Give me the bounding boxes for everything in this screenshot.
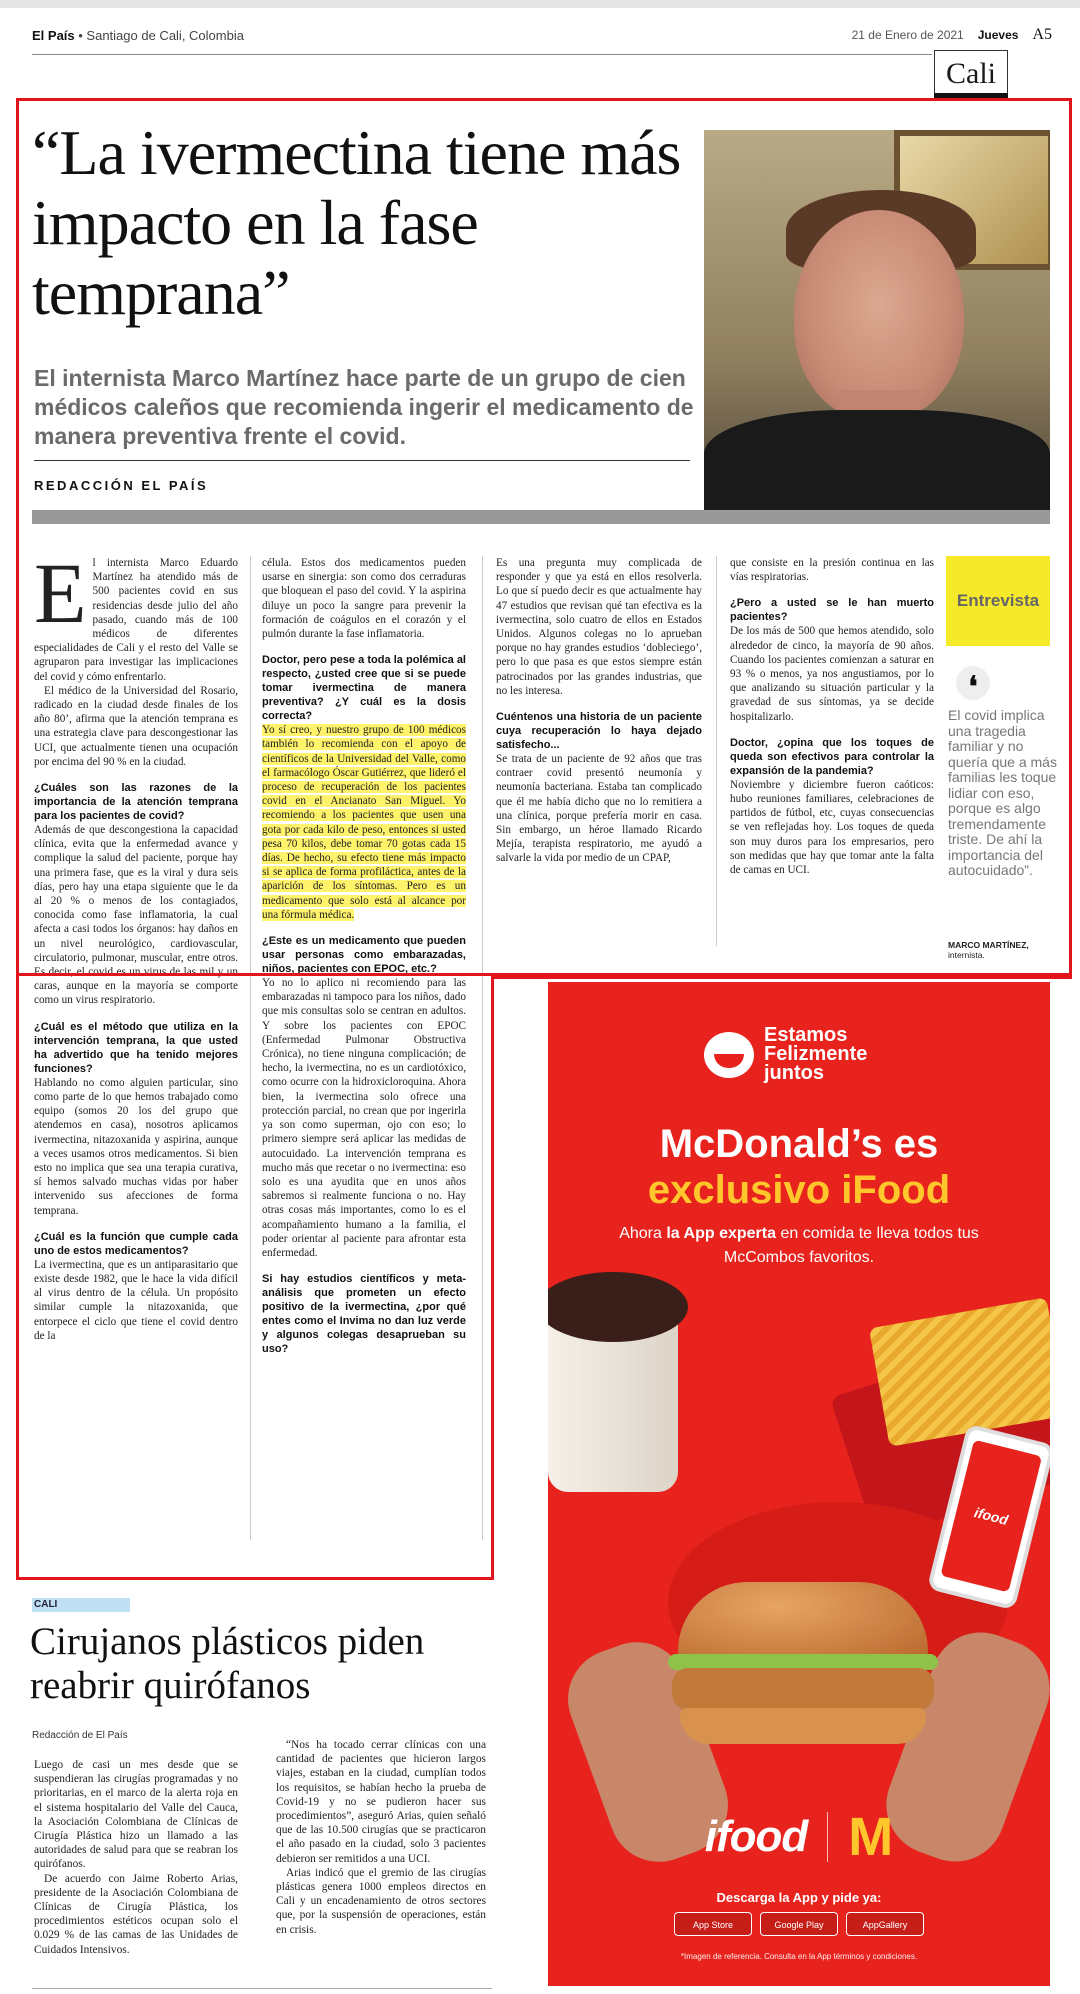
quote-mark-icon: ❛ xyxy=(956,666,990,700)
brief-column-1 xyxy=(34,1758,238,1957)
pull-quote: El covid implica una tragedia familiar y no quería que a más familias les toque lidiar con eso, porque es algo tremendamente triste. De ahí la importancia del autocuidado”. xyxy=(948,707,1057,878)
ad-title-line-1: McDonald’s es xyxy=(659,1122,939,1166)
brief-column-2 xyxy=(276,1738,486,1937)
brief-para-3: “Nos ha tocado cerrar clínicas con una cantidad de pacientes que hicieron largos viajes, estaban en la ciudad, cumplían todos los requisitos, se habían hecho la prueba de Covid-19 y no se pudieron hacer sus procedimientos”, aseguró Arias, quien señaló que de las 10.500 cirugías que se practicaron el año pasado en la ciudad, solo 3 pacientes debieron ser remitidos a una UCI. xyxy=(276,1739,486,1865)
question-4: Doctor, pero pese a toda la polémica al respecto, ¿usted cree que si se puede tomar ivermectina de manera preventiva? ¿Y cuál es la dosis correcta? xyxy=(262,654,466,723)
mcdonalds-ifood-ad[interactable] xyxy=(548,982,1050,1986)
pull-quote-name: MARCO MARTÍNEZ, xyxy=(948,940,1029,950)
masthead-left: El País • Santiago de Cali, Colombia xyxy=(32,28,244,43)
tagline-line-3: juntos xyxy=(764,1062,824,1084)
app-store-badge[interactable]: App Store xyxy=(674,1912,752,1936)
brief-para-2: De acuerdo con Jaime Roberto Arias, presidente de la Asociación Colombiana de Clínicas de Cirugía Plástica, los procedimientos estéticos ocupan solo el 0.029 % de las camas de las Unidades de Cuidados Intensivos. xyxy=(34,1872,238,1956)
col3-para-1: Es una pregunta muy complicada de responder y que ya está en ellos resolverla. Lo que sí puedo decir es que actualmente hay 47 estudios que revisan qué tan efectiva es la ivermectina, solo cuatro de ellos en Estados Unidos. Algunos colegas no lo aprueban porque no hay grandes estudios ‘dobleciego’, pero lo que pasa es que estos siempre están patrocinados por las grandes industrias, que no les interesa. xyxy=(496,557,702,697)
col1-para-1: l internista Marco Eduardo Martínez ha atendido más de 500 pacientes covid en sus residencias desde julio del año pasado, cuando más de 100 médicos de diferentes especialidades de Cali y el resto del Valle se agruparon para investigar las implicaciones del covid y cómo enfrentarlo. xyxy=(34,557,238,683)
answer-7: Se trata de un paciente de 92 años que tras contraer covid presentó neumonía y neumonía bacteriana. Estaba tan complicado que él me había dicho que no lo remitiera a una clínica, porque prefería morir en casa. Sin embargo, un héroe llamado Ricardo Mejía, terapista respiratorio, me ayudó a salvarle la vida por medio de un CPAP, xyxy=(496,753,702,865)
ad-sub-pre: Ahora xyxy=(619,1225,667,1242)
brief-para-4: Arias indicó que el gremio de las cirugías plásticas genera 1000 empleos directos en Cali y un encadenamiento de otros sectores que, por la suspensión de operaciones, están en crisis. xyxy=(276,1866,486,1936)
answer-5: Yo no lo aplico ni recomiendo para las embarazadas ni tampoco para los niños, dado que mis consultas solo se centran en adultos. Y sobre los pacientes con EPOC (Enfermedad Pulmonar Obstructiva Crónica), no tiene ninguna complicación; de hecho, la ivermectina, no es un cardiotóxico, como ocurre con la hidroxicloroquina. Ahora bien, la ivermectina solo ofrece una protección parcial, no crean que por ingerirla ya son como superman, ojo con eso; lo primero siempre será aplicar las medidas de autocuidado. La intervención temprana es mucho más que recetar o no ivermectina: eso solo es una ayudita que en unos años sabremos si realmente funciona o no. Hay otras cosas más importantes, como lo es el acompañamiento humano a la familia, el poder orientar al paciente para afrontar esta enfermedad. xyxy=(262,977,466,1259)
top-bar xyxy=(0,0,1080,8)
highlight-frame-seam xyxy=(492,976,1072,979)
burger-image xyxy=(658,1582,948,1752)
highlighted-answer: Yo sí creo, y nuestro grupo de 100 médicos también lo recomienda con el apoyo de científicos de la Universidad del Valle, como el farmacólogo Óscar Gutiérrez, que lideró el proceso de recuperación de los pacientes covid en el Ancianato San Miguel. Yo recomiendo a los pacientes que usen una gota por cada kilo de peso, entonces si usted pesa 70 kilos, debe tomar 70 gotas cada 15 días. De hecho, su efecto tiene más impacto si se aplica de forma profiláctica, antes de la aparición de los síntomas. Pero es un medicamento que solo está al alcance por una fórmula médica. xyxy=(262,724,466,921)
col2-para-1: célula. Estos dos medicamentos pueden usarse en sinergia: son como dos cerraduras que bloquean el paso del covid. Y la aspirina diluye un poco la sangre para prevenir la formación de coágulos en el corazón y el pulmón durante la fase inflamatoria. xyxy=(262,557,466,641)
col4-para-1: que consiste en la presión continua en las vías respiratorias. xyxy=(730,557,934,584)
bun-top xyxy=(678,1582,928,1662)
article-deck: El internista Marco Martínez hace parte de un grupo de cien médicos caleños que recomienda ingerir el medicamento de manera preventiva frente el covid. xyxy=(34,365,694,449)
smile-logo-icon xyxy=(704,1032,754,1078)
patty xyxy=(672,1668,934,1710)
question-9: Doctor, ¿opina que los toques de queda son efectivos para controlar la expansión de la pandemia? xyxy=(730,736,934,777)
question-3: ¿Cuál es la función que cumple cada uno de estos medicamentos? xyxy=(34,1230,238,1257)
answer-3: La ivermectina, que es un antiparasitario que existe desde 1982, que le hace la vida difícil al virus dentro de la célula. Un propósito similar cumple la nitazoxanida, que entorpece el ciclo que tiene el covid dentro de la xyxy=(34,1258,238,1342)
answer-9: Noviembre y diciembre fueron caóticos: hubo reuniones familiares, celebraciones de partidos de fútbol, etc, cuyas consecuencias se ven reflejadas hoy. Los toques de queda son muy duros para los empresarios, pero son medidas que hay que tomar ante la falta de camas en UCI. xyxy=(730,778,934,877)
answer-2: Hablando no como alguien particular, sino como parte de lo que hemos trabajado como equipo (somos 20 los del grupo que atendemos en casa), nosotros aplicamos ivermectina, nitazoxanida y aspirina, aunque a veces usamos otros medicamentos. Si bien esto no implica que sea una terapia curativa, sí hemos salvado muchas vidas por haber intervenido sus afecciones de forma temprana. xyxy=(34,1076,238,1217)
question-5: ¿Este es un medicamento que pueden usar personas como embarazadas, niños, pacientes con EPOC, etc.? xyxy=(262,935,466,976)
question-2: ¿Cuál es el método que utiliza en la intervención temprana, la que usted ha advertido que ha tenido mejores funciones? xyxy=(34,1020,238,1075)
question-6: Si hay estudios científicos y meta-análisis que prometen un efecto positivo de la ivermectina, ¿por qué entes como el Invima no dan luz verde y algunos colegas desaprueban su uso? xyxy=(262,1273,466,1356)
brief-headline: Cirujanos plásticos piden reabrir quirófanos xyxy=(30,1620,425,1707)
col1-para-2: El médico de la Universidad del Rosario, radicado en la ciudad desde finales de los año 80’, afirma que la atención temprana es una estrategia clave para descongestionar las UCI, que actualmente tienen una ocupación por encima del 90 % en la ciudad. xyxy=(34,684,238,768)
ad-sub-post: en comida te lleva todos tus McCombos favoritos. xyxy=(723,1225,979,1266)
city: Santiago de Cali, Colombia xyxy=(86,28,244,43)
google-play-badge[interactable]: Google Play xyxy=(760,1912,838,1936)
drop-cap: E xyxy=(34,545,87,641)
ad-logo-row xyxy=(704,1026,867,1083)
soda-cup-image xyxy=(548,1302,678,1492)
masthead-right xyxy=(852,26,1052,44)
tagline-line-2: Felizmente xyxy=(764,1043,868,1065)
answer-1: Además de que descongestiona la capacidad clínica, evita que la enfermedad avance y complique la salud del paciente, porque hay una primera fase, que es la viral y dura seis días, pero hay una etapa siguiente que le da al 20 % o menos de los contagiados, conocida como fase inflamatoria, la cual afecta a casi todos los órganos: hay daños en un nivel neurológico, cardiovascular, circulatorio, pulmonar, muscular, entre otros. Es decir, el covid es un virus de las mil y un caras, aunque en la mayoría se comporte como un virus respiratorio. xyxy=(34,824,238,1007)
highlight-frame-bottom xyxy=(16,976,494,1580)
brief-bottom-rule xyxy=(32,1988,492,1989)
ad-fine-print: *Imagen de referencia. Consulta en la App términos y condiciones. xyxy=(680,1952,918,1961)
bun-bottom xyxy=(680,1708,926,1744)
store-badges xyxy=(548,1912,1050,1936)
mcdonalds-logo-icon: M xyxy=(848,1807,894,1867)
question-8: ¿Pero a usted se le han muerto pacientes? xyxy=(730,597,934,624)
ad-cta: Descarga la App y pide ya: xyxy=(716,1890,882,1905)
article-byline: REDACCIÓN EL PAÍS xyxy=(34,478,209,493)
question-7: Cuéntenos una historia de un paciente cuya recuperación lo haya dejado satisfecho... xyxy=(496,711,702,752)
highlight-frame-top xyxy=(16,98,1072,976)
answer-8: De los más de 500 que hemos atendido, solo alrededor de cinco, la mayoría de 90 años. Cuando los pacientes comienzan a saturar en 93 % o menos, ya nos angustiamos, por lo que analizando su situación particular y la gravedad de sus síntomas, ya se decide hospitalizarlo. xyxy=(730,625,934,723)
entrevista-label: Entrevista xyxy=(946,556,1050,646)
ad-brand-row xyxy=(548,1807,1050,1867)
date: 21 de Enero de 2021 xyxy=(851,28,964,42)
article-headline: “La ivermectina tiene más impacto en la fase temprana” xyxy=(32,117,681,328)
phone-screen-logo: ifood xyxy=(940,1440,1042,1593)
pull-quote-role: internista. xyxy=(948,950,985,960)
ad-title-line-2: exclusivo iFood xyxy=(647,1168,951,1212)
brand-divider xyxy=(827,1812,828,1862)
ad-subtitle xyxy=(588,1222,1010,1270)
question-1: ¿Cuáles son las razones de la importancia de la atención temprana para los pacientes de covid? xyxy=(34,782,238,823)
paper-name: El País xyxy=(32,28,75,43)
header-rule xyxy=(32,54,932,55)
ifood-logo: ifood xyxy=(704,1812,808,1861)
page-number: A5 xyxy=(1032,26,1052,43)
brief-section-tag: CALI xyxy=(32,1598,130,1612)
ad-sub-bold: la App experta xyxy=(666,1225,777,1242)
day: Jueves xyxy=(977,28,1019,42)
brief-para-1: Luego de casi un mes desde que se suspendieran las cirugías programadas y no prioritarias, en el marco de la alerta roja en el sistema hospitalario del Valle del Cauca, la Asociación Colombiana de Clínicas de Cirugía Plástica hizo un llamado a las autoridades de salud para que se reabran los quirófanos. xyxy=(34,1759,238,1871)
brief-byline: Redacción de El País xyxy=(32,1730,128,1741)
ad-tagline xyxy=(764,1026,867,1083)
tagline-line-1: Estamos xyxy=(764,1024,848,1046)
appgallery-badge[interactable]: AppGallery xyxy=(846,1912,924,1936)
section-tab: Cali xyxy=(934,50,1008,96)
